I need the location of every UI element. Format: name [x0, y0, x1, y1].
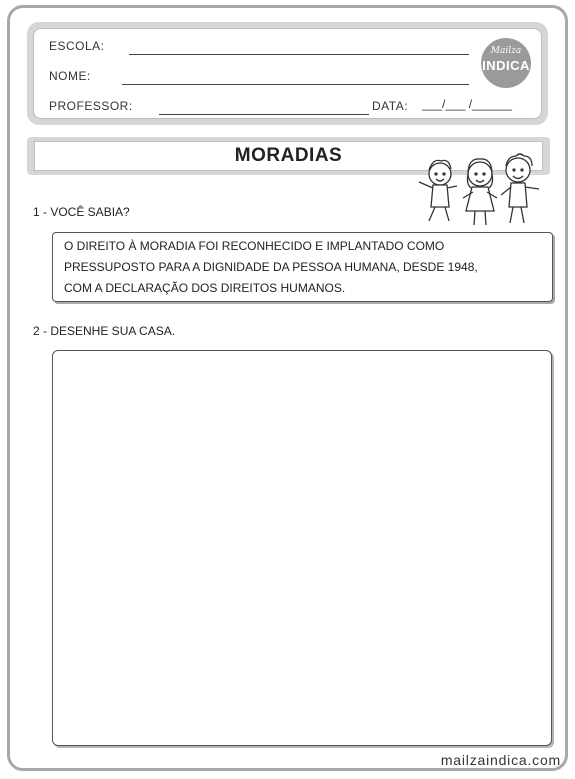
info-text-line: O DIREITO À MORADIA FOI RECONHECIDO E IMPLANTADO COMO	[64, 239, 445, 253]
question-1-label: 1 - VOCÊ SABIA?	[33, 205, 130, 219]
name-label: NOME:	[49, 69, 91, 83]
student-info-header	[27, 22, 548, 125]
info-text-line: PRESSUPOSTO PARA A DIGNIDADE DA PESSOA HUMANA, DESDE 1948,	[64, 260, 478, 274]
teacher-label: PROFESSOR:	[49, 99, 133, 113]
mailza-indica-logo: Mailza INDICA	[481, 38, 531, 88]
school-field-line[interactable]	[129, 54, 469, 55]
page-title: MORADIAS	[34, 141, 543, 171]
footer-website: mailzaindica.com	[440, 752, 561, 768]
did-you-know-box	[52, 232, 553, 302]
drawing-area[interactable]	[52, 350, 552, 746]
teacher-field-line[interactable]	[159, 114, 369, 115]
name-field-line[interactable]	[122, 84, 469, 85]
date-label: DATA:	[372, 99, 409, 113]
child-right-drawing	[501, 154, 539, 223]
child-left-drawing	[419, 160, 457, 221]
info-text-line: COM A DECLARAÇÃO DOS DIREITOS HUMANOS.	[64, 281, 346, 295]
date-field[interactable]: ___/___ /______	[422, 97, 513, 111]
school-label: ESCOLA:	[49, 39, 105, 53]
question-2-label: 2 - DESENHE SUA CASA.	[33, 324, 176, 338]
children-illustration	[415, 152, 545, 232]
child-middle-drawing	[463, 159, 497, 225]
